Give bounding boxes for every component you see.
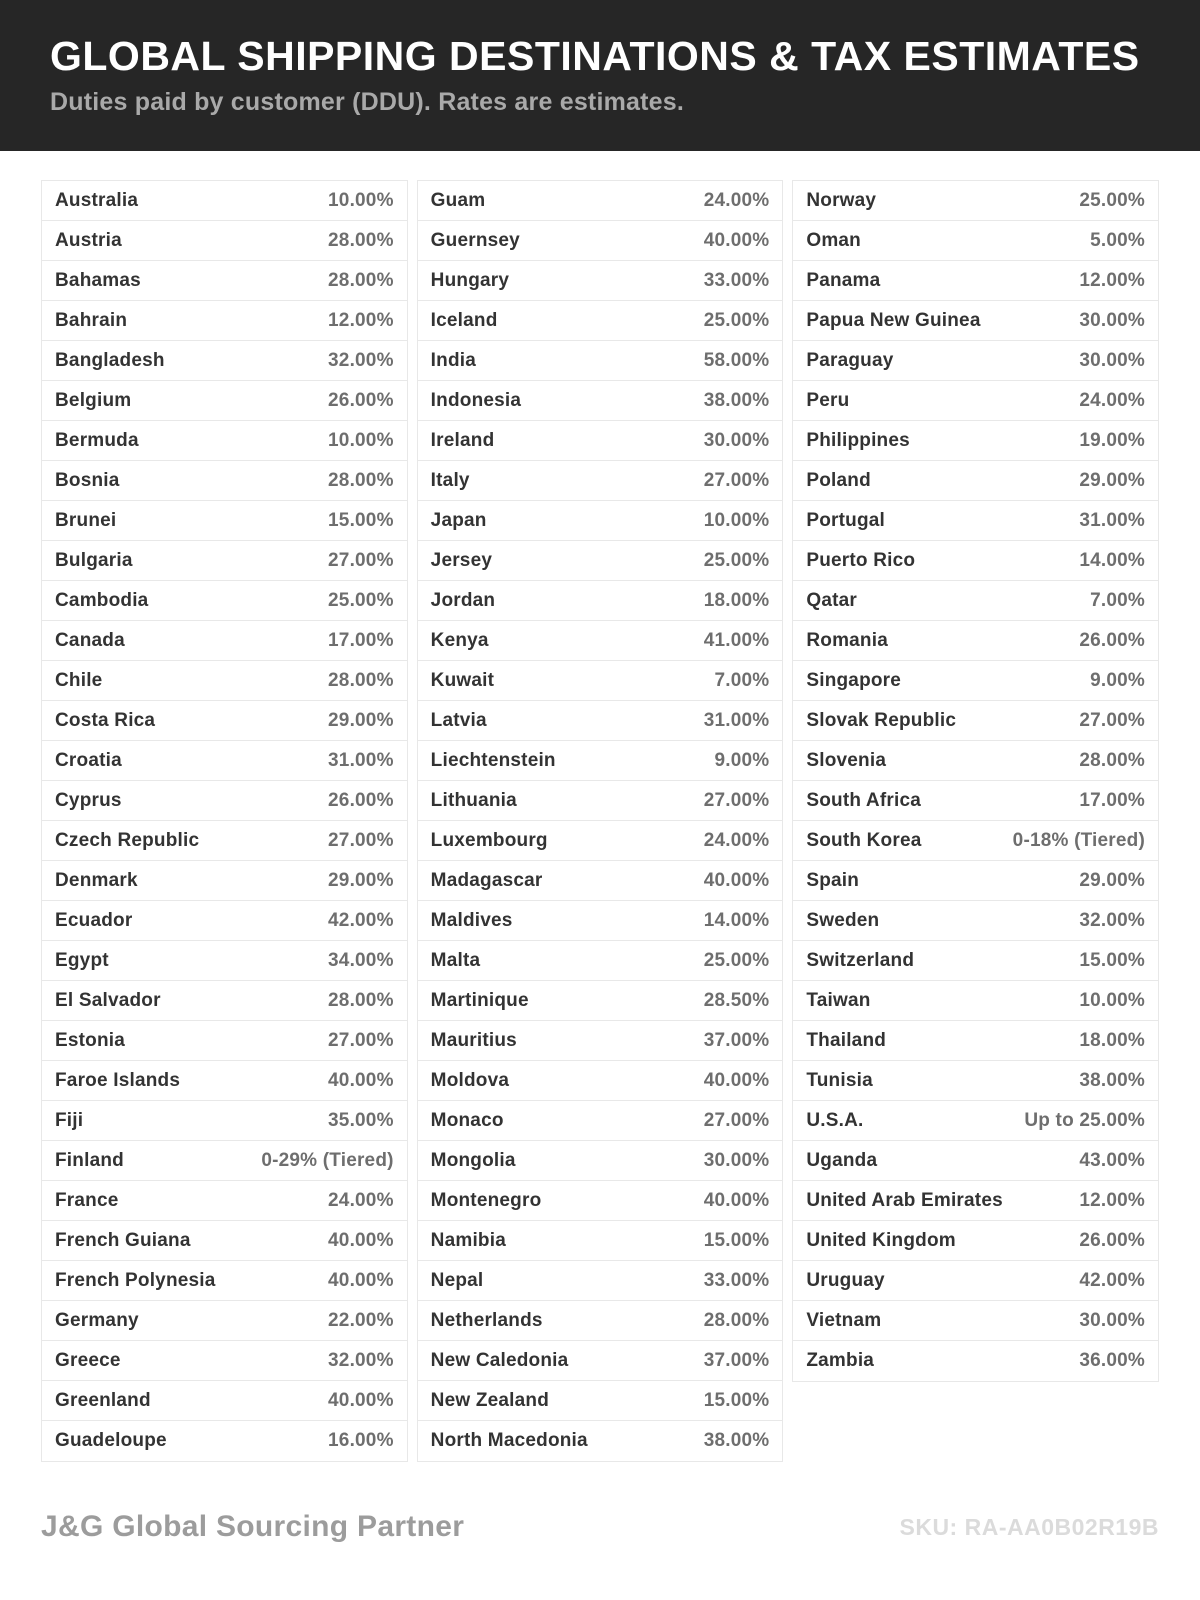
country-name: United Arab Emirates (806, 1189, 1003, 1211)
table-row (793, 861, 1158, 901)
country-name: Switzerland (806, 949, 915, 971)
country-name: Austria (55, 229, 122, 251)
country-name: Brunei (55, 509, 117, 531)
country-name: Japan (430, 509, 487, 531)
table-row (793, 381, 1158, 421)
table-row (418, 981, 783, 1021)
country-name: El Salvador (55, 989, 161, 1011)
table-row (42, 821, 407, 861)
country-name: Costa Rica (55, 709, 156, 731)
table-row (418, 301, 783, 341)
country-name: Puerto Rico (806, 549, 916, 571)
tax-rate: 29.00% (1079, 869, 1146, 891)
table-row (418, 1141, 783, 1181)
country-name: Papua New Guinea (806, 309, 981, 331)
country-name: Indonesia (430, 389, 522, 411)
tax-rate: 24.00% (703, 189, 770, 211)
country-name: Bangladesh (55, 349, 165, 371)
sku-label: SKU: RA-AA0B02R19B (899, 1513, 1159, 1540)
table-row (418, 221, 783, 261)
country-name: Bosnia (55, 469, 120, 491)
table-row (793, 1181, 1158, 1221)
table-row (42, 1181, 407, 1221)
table-row (793, 1261, 1158, 1301)
country-name: Portugal (806, 509, 886, 531)
country-name: Singapore (806, 669, 902, 691)
table-row (418, 1421, 783, 1461)
tax-rate: 29.00% (328, 869, 394, 891)
tax-rate: 27.00% (328, 829, 394, 851)
table-row (418, 1181, 783, 1221)
country-name: Paraguay (806, 349, 894, 371)
tax-rate: 18.00% (703, 589, 770, 611)
country-name: Maldives (430, 909, 513, 931)
table-row (42, 381, 407, 421)
tax-rate: 26.00% (1079, 629, 1146, 651)
tax-rate: 28.00% (328, 269, 394, 291)
country-name: Bahrain (55, 309, 128, 331)
table-row (42, 1021, 407, 1061)
table-row (42, 1381, 407, 1421)
table-row (42, 181, 407, 221)
tax-rate: 27.00% (328, 1029, 394, 1051)
tax-rate: 25.00% (703, 549, 770, 571)
rate-column-2 (417, 180, 784, 1462)
tax-rate: 14.00% (1079, 549, 1146, 571)
table-row (793, 181, 1158, 221)
table-row (42, 741, 407, 781)
country-name: Bulgaria (55, 549, 133, 571)
table-row (42, 861, 407, 901)
rate-column-3 (792, 180, 1159, 1382)
country-name: Uganda (806, 1149, 878, 1171)
table-row (793, 1141, 1158, 1181)
country-name: Faroe Islands (55, 1069, 181, 1091)
table-row (793, 461, 1158, 501)
country-name: Greenland (55, 1389, 151, 1411)
tax-rate: 42.00% (328, 909, 394, 931)
country-name: Romania (806, 629, 888, 651)
country-name: Taiwan (806, 989, 871, 1011)
tax-rate: 30.00% (1079, 309, 1146, 331)
table-row (418, 1341, 783, 1381)
country-name: Lithuania (430, 789, 517, 811)
tax-rate: 27.00% (703, 789, 770, 811)
table-row (418, 541, 783, 581)
tax-rate: 7.00% (1090, 589, 1146, 611)
table-row (793, 501, 1158, 541)
country-name: Italy (430, 469, 470, 491)
country-name: Guadeloupe (55, 1430, 167, 1451)
table-row (42, 941, 407, 981)
table-row (418, 701, 783, 741)
page-title: GLOBAL SHIPPING DESTINATIONS & TAX ESTIMATES (50, 33, 1140, 80)
table-row (793, 981, 1158, 1021)
country-name: U.S.A. (806, 1109, 864, 1131)
country-name: New Zealand (430, 1389, 550, 1411)
table-row (42, 1101, 407, 1141)
country-name: Peru (806, 389, 850, 411)
tax-rate: 15.00% (1079, 949, 1146, 971)
country-name: South Africa (806, 789, 921, 811)
country-name: South Korea (806, 829, 922, 851)
table-row (42, 1421, 407, 1461)
table-row (418, 621, 783, 661)
tax-rate: 38.00% (703, 1430, 770, 1451)
header-banner (0, 0, 1200, 151)
tax-rate: 40.00% (328, 1229, 394, 1251)
table-row (418, 501, 783, 541)
tax-rate: 33.00% (703, 269, 770, 291)
tax-rate: 36.00% (1079, 1350, 1146, 1371)
country-name: Bahamas (55, 269, 141, 291)
tax-rate: 28.00% (328, 469, 394, 491)
tax-rate: 0-18% (Tiered) (1012, 829, 1146, 851)
country-name: India (430, 349, 477, 371)
brand-name: J&G Global Sourcing Partner (41, 1510, 465, 1543)
tax-rate: 19.00% (1079, 429, 1146, 451)
table-row (793, 621, 1158, 661)
country-name: Moldova (430, 1069, 510, 1091)
tax-rate: 15.00% (703, 1229, 770, 1251)
country-name: Cambodia (55, 589, 149, 611)
country-name: Uruguay (806, 1269, 885, 1291)
table-row (418, 381, 783, 421)
country-name: North Macedonia (430, 1430, 588, 1451)
country-name: Montenegro (430, 1189, 542, 1211)
tax-rate: 38.00% (703, 389, 770, 411)
country-name: Luxembourg (430, 829, 548, 851)
table-row (42, 1261, 407, 1301)
country-name: Jordan (430, 589, 496, 611)
country-name: Kuwait (430, 669, 495, 691)
tax-rate: 28.50% (703, 989, 770, 1011)
tax-rate: 43.00% (1079, 1149, 1146, 1171)
tax-rate: 40.00% (328, 1069, 394, 1091)
table-row (418, 181, 783, 221)
tax-rate: 9.00% (714, 749, 770, 771)
country-name: Guam (430, 189, 486, 211)
tax-rate: 28.00% (328, 229, 394, 251)
table-row (42, 221, 407, 261)
tax-rate: 24.00% (1079, 389, 1146, 411)
table-row (418, 1301, 783, 1341)
table-row (793, 421, 1158, 461)
country-name: Egypt (55, 949, 109, 971)
table-row (42, 701, 407, 741)
tax-rate: 40.00% (703, 1069, 770, 1091)
country-name: Czech Republic (55, 829, 200, 851)
table-row (793, 541, 1158, 581)
country-name: Denmark (55, 869, 138, 891)
tax-rate: 24.00% (703, 829, 770, 851)
tax-rate: 37.00% (703, 1349, 770, 1371)
country-name: Panama (806, 269, 881, 291)
table-row (793, 341, 1158, 381)
table-row (793, 1301, 1158, 1341)
country-name: Slovak Republic (806, 709, 957, 731)
country-name: Bermuda (55, 429, 139, 451)
table-row (42, 541, 407, 581)
tax-rate: 10.00% (328, 429, 394, 451)
table-row (793, 781, 1158, 821)
country-name: Netherlands (430, 1309, 543, 1331)
tax-rate: 16.00% (328, 1430, 394, 1451)
table-row (42, 1301, 407, 1341)
tax-rate: 5.00% (1090, 229, 1146, 251)
country-name: Spain (806, 869, 860, 891)
footer (41, 1510, 1159, 1544)
country-name: Kenya (430, 629, 489, 651)
tax-rate: 30.00% (1079, 349, 1146, 371)
tax-rate: 28.00% (328, 989, 394, 1011)
tax-rate: 58.00% (703, 349, 770, 371)
table-row (793, 661, 1158, 701)
table-row (418, 581, 783, 621)
tax-rate: 40.00% (703, 229, 770, 251)
table-row (42, 261, 407, 301)
tax-rates-table (41, 180, 1159, 1462)
tax-rate: 25.00% (328, 589, 394, 611)
tax-rate: 40.00% (328, 1389, 394, 1411)
table-row (418, 781, 783, 821)
table-row (418, 861, 783, 901)
country-name: Ecuador (55, 909, 133, 931)
country-name: Germany (55, 1309, 139, 1331)
tax-rate: 7.00% (714, 669, 770, 691)
table-row (418, 1261, 783, 1301)
tax-rate: 9.00% (1090, 669, 1146, 691)
tax-rate: 24.00% (328, 1189, 394, 1211)
country-name: Ireland (430, 429, 495, 451)
tax-rate: 27.00% (703, 1109, 770, 1131)
country-name: Norway (806, 189, 877, 211)
table-row (418, 741, 783, 781)
country-name: Estonia (55, 1029, 126, 1051)
table-row (42, 781, 407, 821)
table-row (418, 461, 783, 501)
tax-rate: 34.00% (328, 949, 394, 971)
table-row (793, 1221, 1158, 1261)
table-row (42, 1061, 407, 1101)
table-row (793, 1341, 1158, 1381)
table-row (418, 1101, 783, 1141)
tax-rate: 10.00% (1079, 989, 1146, 1011)
table-row (418, 1221, 783, 1261)
table-row (42, 421, 407, 461)
table-row (418, 341, 783, 381)
tax-rate: 25.00% (703, 309, 770, 331)
tax-rate: 26.00% (328, 789, 394, 811)
tax-rate: 18.00% (1079, 1029, 1146, 1051)
tax-rate: 30.00% (1079, 1309, 1146, 1331)
tax-rate: 15.00% (703, 1389, 770, 1411)
tax-rate: 40.00% (328, 1269, 394, 1291)
country-name: Guernsey (430, 229, 520, 251)
table-row (793, 1101, 1158, 1141)
table-row (793, 581, 1158, 621)
country-name: Nepal (430, 1269, 484, 1291)
table-row (793, 1061, 1158, 1101)
country-name: Hungary (430, 269, 510, 291)
country-name: Australia (55, 189, 139, 211)
country-name: Qatar (806, 589, 857, 611)
page-subtitle: Duties paid by customer (DDU). Rates are estimates. (50, 87, 685, 116)
table-row (418, 261, 783, 301)
table-row (418, 821, 783, 861)
table-row (42, 1221, 407, 1261)
table-row (793, 741, 1158, 781)
country-name: Mauritius (430, 1029, 517, 1051)
table-row (793, 261, 1158, 301)
country-name: Zambia (806, 1350, 875, 1371)
table-row (42, 341, 407, 381)
country-name: New Caledonia (430, 1349, 569, 1371)
table-row (418, 941, 783, 981)
country-name: Namibia (430, 1229, 506, 1251)
tax-rate: 33.00% (703, 1269, 770, 1291)
tax-rate: 17.00% (328, 629, 394, 651)
tax-rate: Up to 25.00% (1024, 1109, 1146, 1131)
tax-rate: 35.00% (328, 1109, 394, 1131)
tax-rate: 31.00% (703, 709, 770, 731)
tax-rate: 28.00% (1079, 749, 1146, 771)
table-row (418, 421, 783, 461)
tax-rate: 32.00% (328, 1349, 394, 1371)
table-row (42, 661, 407, 701)
tax-rate: 25.00% (1079, 189, 1146, 211)
table-row (42, 901, 407, 941)
country-name: Madagascar (430, 869, 543, 891)
tax-rate: 41.00% (703, 629, 770, 651)
tax-rate: 31.00% (1079, 509, 1146, 531)
tax-rate: 27.00% (1079, 709, 1146, 731)
tax-rate: 15.00% (328, 509, 394, 531)
country-name: Philippines (806, 429, 910, 451)
tax-rate: 26.00% (328, 389, 394, 411)
tax-rate: 12.00% (1079, 269, 1146, 291)
tax-rate: 40.00% (703, 869, 770, 891)
table-row (793, 941, 1158, 981)
tax-rate: 30.00% (703, 1149, 770, 1171)
tax-rate: 12.00% (1079, 1189, 1146, 1211)
table-row (42, 301, 407, 341)
table-row (42, 581, 407, 621)
country-name: Iceland (430, 309, 498, 331)
table-row (42, 1141, 407, 1181)
country-name: Monaco (430, 1109, 504, 1131)
table-row (793, 821, 1158, 861)
table-row (42, 981, 407, 1021)
tax-rate: 27.00% (328, 549, 394, 571)
country-name: France (55, 1189, 119, 1211)
country-name: Belgium (55, 389, 132, 411)
country-name: Croatia (55, 749, 122, 771)
table-row (42, 621, 407, 661)
tax-rate: 37.00% (703, 1029, 770, 1051)
country-name: Chile (55, 669, 103, 691)
tax-rate: 25.00% (703, 949, 770, 971)
tax-rate: 10.00% (328, 189, 394, 211)
country-name: Canada (55, 629, 125, 651)
tax-rate: 38.00% (1079, 1069, 1146, 1091)
country-name: French Guiana (55, 1229, 191, 1251)
country-name: Latvia (430, 709, 487, 731)
country-name: Sweden (806, 909, 880, 931)
tax-rate: 28.00% (328, 669, 394, 691)
country-name: United Kingdom (806, 1229, 956, 1251)
table-row (793, 701, 1158, 741)
tax-rate: 12.00% (328, 309, 394, 331)
country-name: Malta (430, 949, 481, 971)
table-row (42, 461, 407, 501)
country-name: French Polynesia (55, 1269, 216, 1291)
country-name: Jersey (430, 549, 493, 571)
table-row (42, 1341, 407, 1381)
tax-rate: 32.00% (1079, 909, 1146, 931)
tax-rate: 32.00% (328, 349, 394, 371)
country-name: Martinique (430, 989, 529, 1011)
tax-rate: 26.00% (1079, 1229, 1146, 1251)
tax-rate: 10.00% (703, 509, 770, 531)
table-row (418, 1381, 783, 1421)
country-name: Vietnam (806, 1309, 882, 1331)
tax-rate: 29.00% (328, 709, 394, 731)
table-row (418, 1061, 783, 1101)
tax-rate: 27.00% (703, 469, 770, 491)
country-name: Liechtenstein (430, 749, 556, 771)
table-row (793, 901, 1158, 941)
country-name: Finland (55, 1149, 124, 1171)
tax-rate: 42.00% (1079, 1269, 1146, 1291)
tax-rate: 14.00% (703, 909, 770, 931)
tax-rate: 22.00% (328, 1309, 394, 1331)
country-name: Tunisia (806, 1069, 873, 1091)
country-name: Greece (55, 1349, 121, 1371)
table-row (793, 301, 1158, 341)
rate-column-1 (41, 180, 408, 1462)
table-row (793, 1021, 1158, 1061)
country-name: Poland (806, 469, 871, 491)
table-row (418, 901, 783, 941)
table-row (418, 1021, 783, 1061)
table-row (418, 661, 783, 701)
country-name: Thailand (806, 1029, 887, 1051)
tax-rate: 30.00% (703, 429, 770, 451)
tax-rate: 28.00% (703, 1309, 770, 1331)
country-name: Oman (806, 229, 861, 251)
table-row (793, 221, 1158, 261)
tax-rate: 31.00% (328, 749, 394, 771)
country-name: Mongolia (430, 1149, 516, 1171)
tax-rate: 0-29% (Tiered) (261, 1149, 394, 1171)
tax-rate: 29.00% (1079, 469, 1146, 491)
tax-rate: 17.00% (1079, 789, 1146, 811)
tax-rate: 40.00% (703, 1189, 770, 1211)
country-name: Cyprus (55, 789, 122, 811)
table-row (42, 501, 407, 541)
country-name: Slovenia (806, 749, 887, 771)
country-name: Fiji (55, 1109, 84, 1131)
